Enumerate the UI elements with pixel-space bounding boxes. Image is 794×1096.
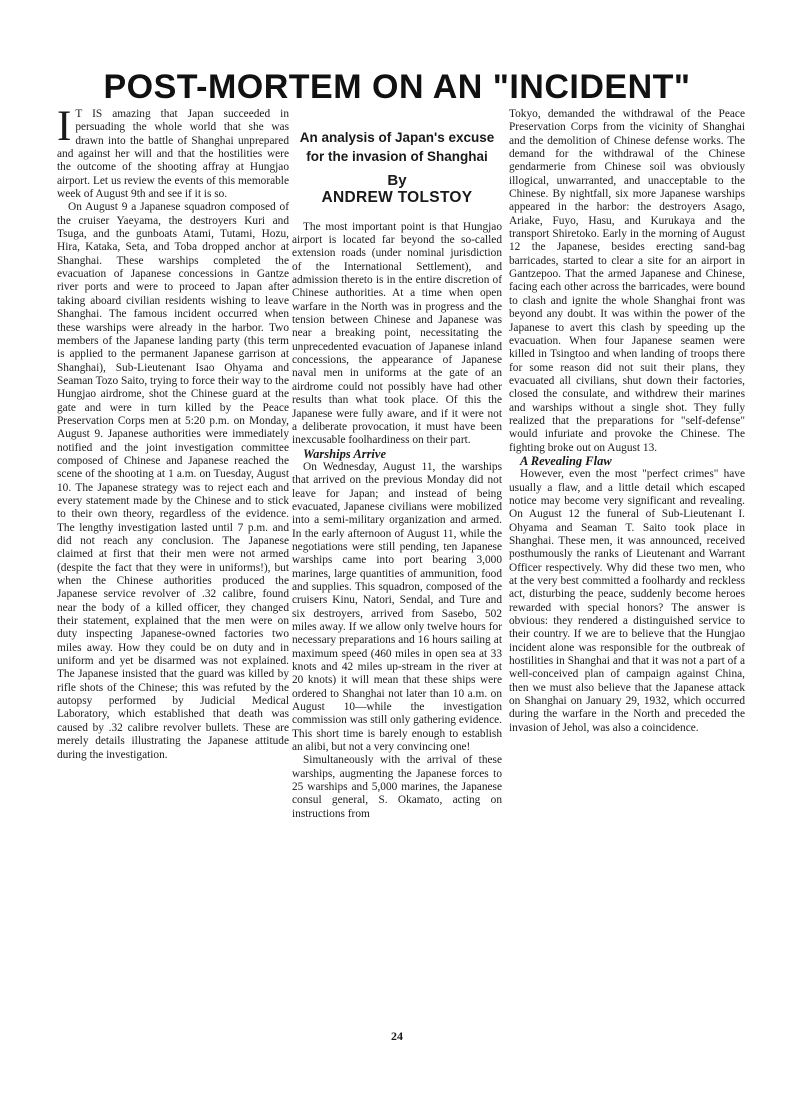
paragraph: The most important point is that Hungjao airport is located far beyond the so-called extension roads (under nominal jurisdiction of the International Settlement), and admission thereto is in the entire discretion of Chinese authorities. At a time when open warfare in the North was in progress and the tension between Chinese and Japanese was near a breaking point, necessitating the unprecedented evacuation of Japanese inland concessions, the appearance of Japanese naval men in uniforms at the gate of an airdrome could not possibly have had other results than what took place. Of this the Japanese were fully aware, and if it were not a deliberate provocation, it must have been inexcusable foolhardiness on their part.	[292, 220, 502, 447]
paragraph: Simultaneously with the arrival of these warships, augmenting the Japanese forces to 25 warships and 5,000 marines, the Japanese consul general, S. Okamato, acting on instructions from	[292, 754, 502, 820]
deck-text: An analysis of Japan's excuse for the invasion of Shanghai	[299, 130, 495, 164]
column-left	[57, 103, 289, 762]
paragraph-intro	[57, 103, 289, 201]
paragraph: However, even the most "perfect crimes" have usually a flaw, and a little detail which escaped notice may become very significant and revealing. On August 12 the funeral of Sub-Lieutenant I. Ohyama and Seaman T. Saito took place in Shanghai. These men, it was announced, received posthumously the ranks of Lieutenant and Warrant Officer respectively. Why did these two men, who at the very best committed a foolhardy and reckless act, disturbing the peace, suddenly become heroes rewarded with special honors? The answer is obvious: they rendered a distinguished service to their country. If we are to believe that the Hungjao incident alone was responsible for the outbreak of hostilities in Shanghai and that it was not a part of a well-conceived plan of campaign against China, then we must also believe that the Japanese attack on Shanghai on January 29, 1932, which occurred during the warfare in the North and preceded the invasion of Jehol, was also a coincidence.	[509, 468, 745, 734]
article-deck	[292, 128, 502, 205]
paragraph-intro-text: T IS amazing that Japan succeeded in persuading the whole world that she was drawn into the battle of Shanghai unprepared and against her will and that the hostilities were the outcome of the shooting affray at Hungjao airport. Let us review the events of this memorable week of August 9th and see if it is so.	[57, 108, 289, 201]
section-subhead: A Revealing Flaw	[520, 453, 612, 468]
article-headline: POST-MORTEM ON AN "INCIDENT"	[103, 68, 691, 106]
paragraph: On August 9 a Japanese squadron composed of the cruiser Yaeyama, the destroyers Kuri and Tsuga, and the gunboats Atami, Tutami, Hozu, Hira, Kataka, Seta, and Toba dropped anchor at Shanghai. These warships completed the evacuation of Japanese concessions in Gantze river ports and were to proceed to Japan after taking aboard civilian residents wishing to leave Shanghai. The famous incident occurred when these warships were already in the harbor. Two members of the Japanese landing party (this term is applied to the permanent Japanese garrison at Shanghai), Sub-Lieutenant Isao Ohyama and Seaman Tozo Saito, trying to force their way to the Hungjao airdrome, shot the Chinese guard at the gate and were in turn killed by the Peace Preservation Corps men at 5:20 p.m. on Monday, August 9. Japanese authorities were immediately notified and the joint investigation committee composed of Chinese and Japanese reached the scene of the shooting at 1 a.m. on Tuesday, August 10. The Japanese strategy was to reject each and every statement made by the Chinese and to stick to their own theory, regardless of the evidence. The lengthy investigation lasted until 7 p.m. and did not reach any conclusion. The Japanese claimed at first that their men were not armed (despite the fact that they were in uniforms!), but when the Chinese authorities produced the Japanese service revolver of .32 calibre, found near the body of a killed officer, they changed their statement, explained that the men were on duty inspecting Japanese-owned factories two miles away. How they could be on duty and in uniform and yet be disarmed was not explained. The Japanese insisted that the guard was killed by rifle shots of the Chinese; this was refuted by the autopsy performed by Judicial Medical Laboratory, which established that death was caused by .32 calibre revolver bullets. These are merely details illustrating the Japanese attitude during the investigation.	[57, 201, 289, 761]
paragraph: On Wednesday, August 11, the warships that arrived on the previous Monday did not leave for Japan; and instead of being evacuated, Japanese civilians were mobilized into a semi-military organization and armed. In the early afternoon of August 11, while the negotiations were still pending, ten Japanese warships came into port bearing 3,000 marines, large quantities of ammunition, food and supplies. This squadron, composed of the cruisers Kinu, Natori, Sendal, and Ture and six destroyers, arrived from Sasebo, 502 miles away. If we allow only twelve hours for necessary preparations and 16 hours sailing at maximum speed (460 miles in open sea at 33 knots and 42 miles up-stream in the river at 20 knots) it will mean that these ships were ordered to Shanghai not later than 10 a.m. on August 10—while the investigation commission was still only gathering evidence. This short time is barely enough to establish an alibi, but not a very convincing one!	[292, 460, 502, 754]
column-middle	[292, 108, 502, 821]
column-right	[509, 108, 745, 735]
page-number: 24	[391, 1029, 403, 1043]
byline-by: By	[387, 172, 407, 189]
paragraph: Tokyo, demanded the withdrawal of the Peace Preservation Corps from the vicinity of Shanghai and the demolition of Chinese defense works. The demand for the withdrawal of the Chinese gendarmerie from Chinese soil was obviously illogical, unwarranted, and unacceptable to the Chinese. By nightfall, six more Japanese warships appeared in the harbor: the destroyers Asago, Ariake, Fuyo, Hasu, and Kurukaya and the transport Shiretoko. Early in the morning of August 12 the Japanese, besides erecting sand-bag barricades, started to clear a site for an airport in Gantzepoo. That the armed Japanese and Chinese, facing each other across the barricades, were bound to clash and ignite the whole Shanghai front was beyond any doubt. It was within the power of the Japanese to avert this clash by speeding up the evacuation. When four Japanese seamen were killed in Tsingtoo and when landing of troops there for some reason did not suit their plans, they evacuated all civilians, shut down their factories, closed the consulate, and withdrew their marines and warships without a single shot. They fully realized that the preparations for "self-defense" would infuriate and provoke the Chinese. The fighting broke out on August 13.	[509, 108, 745, 454]
byline-author: ANDREW TOLSTOY	[321, 189, 473, 207]
section-subhead: Warships Arrive	[303, 446, 387, 461]
drop-cap: I	[57, 103, 72, 150]
